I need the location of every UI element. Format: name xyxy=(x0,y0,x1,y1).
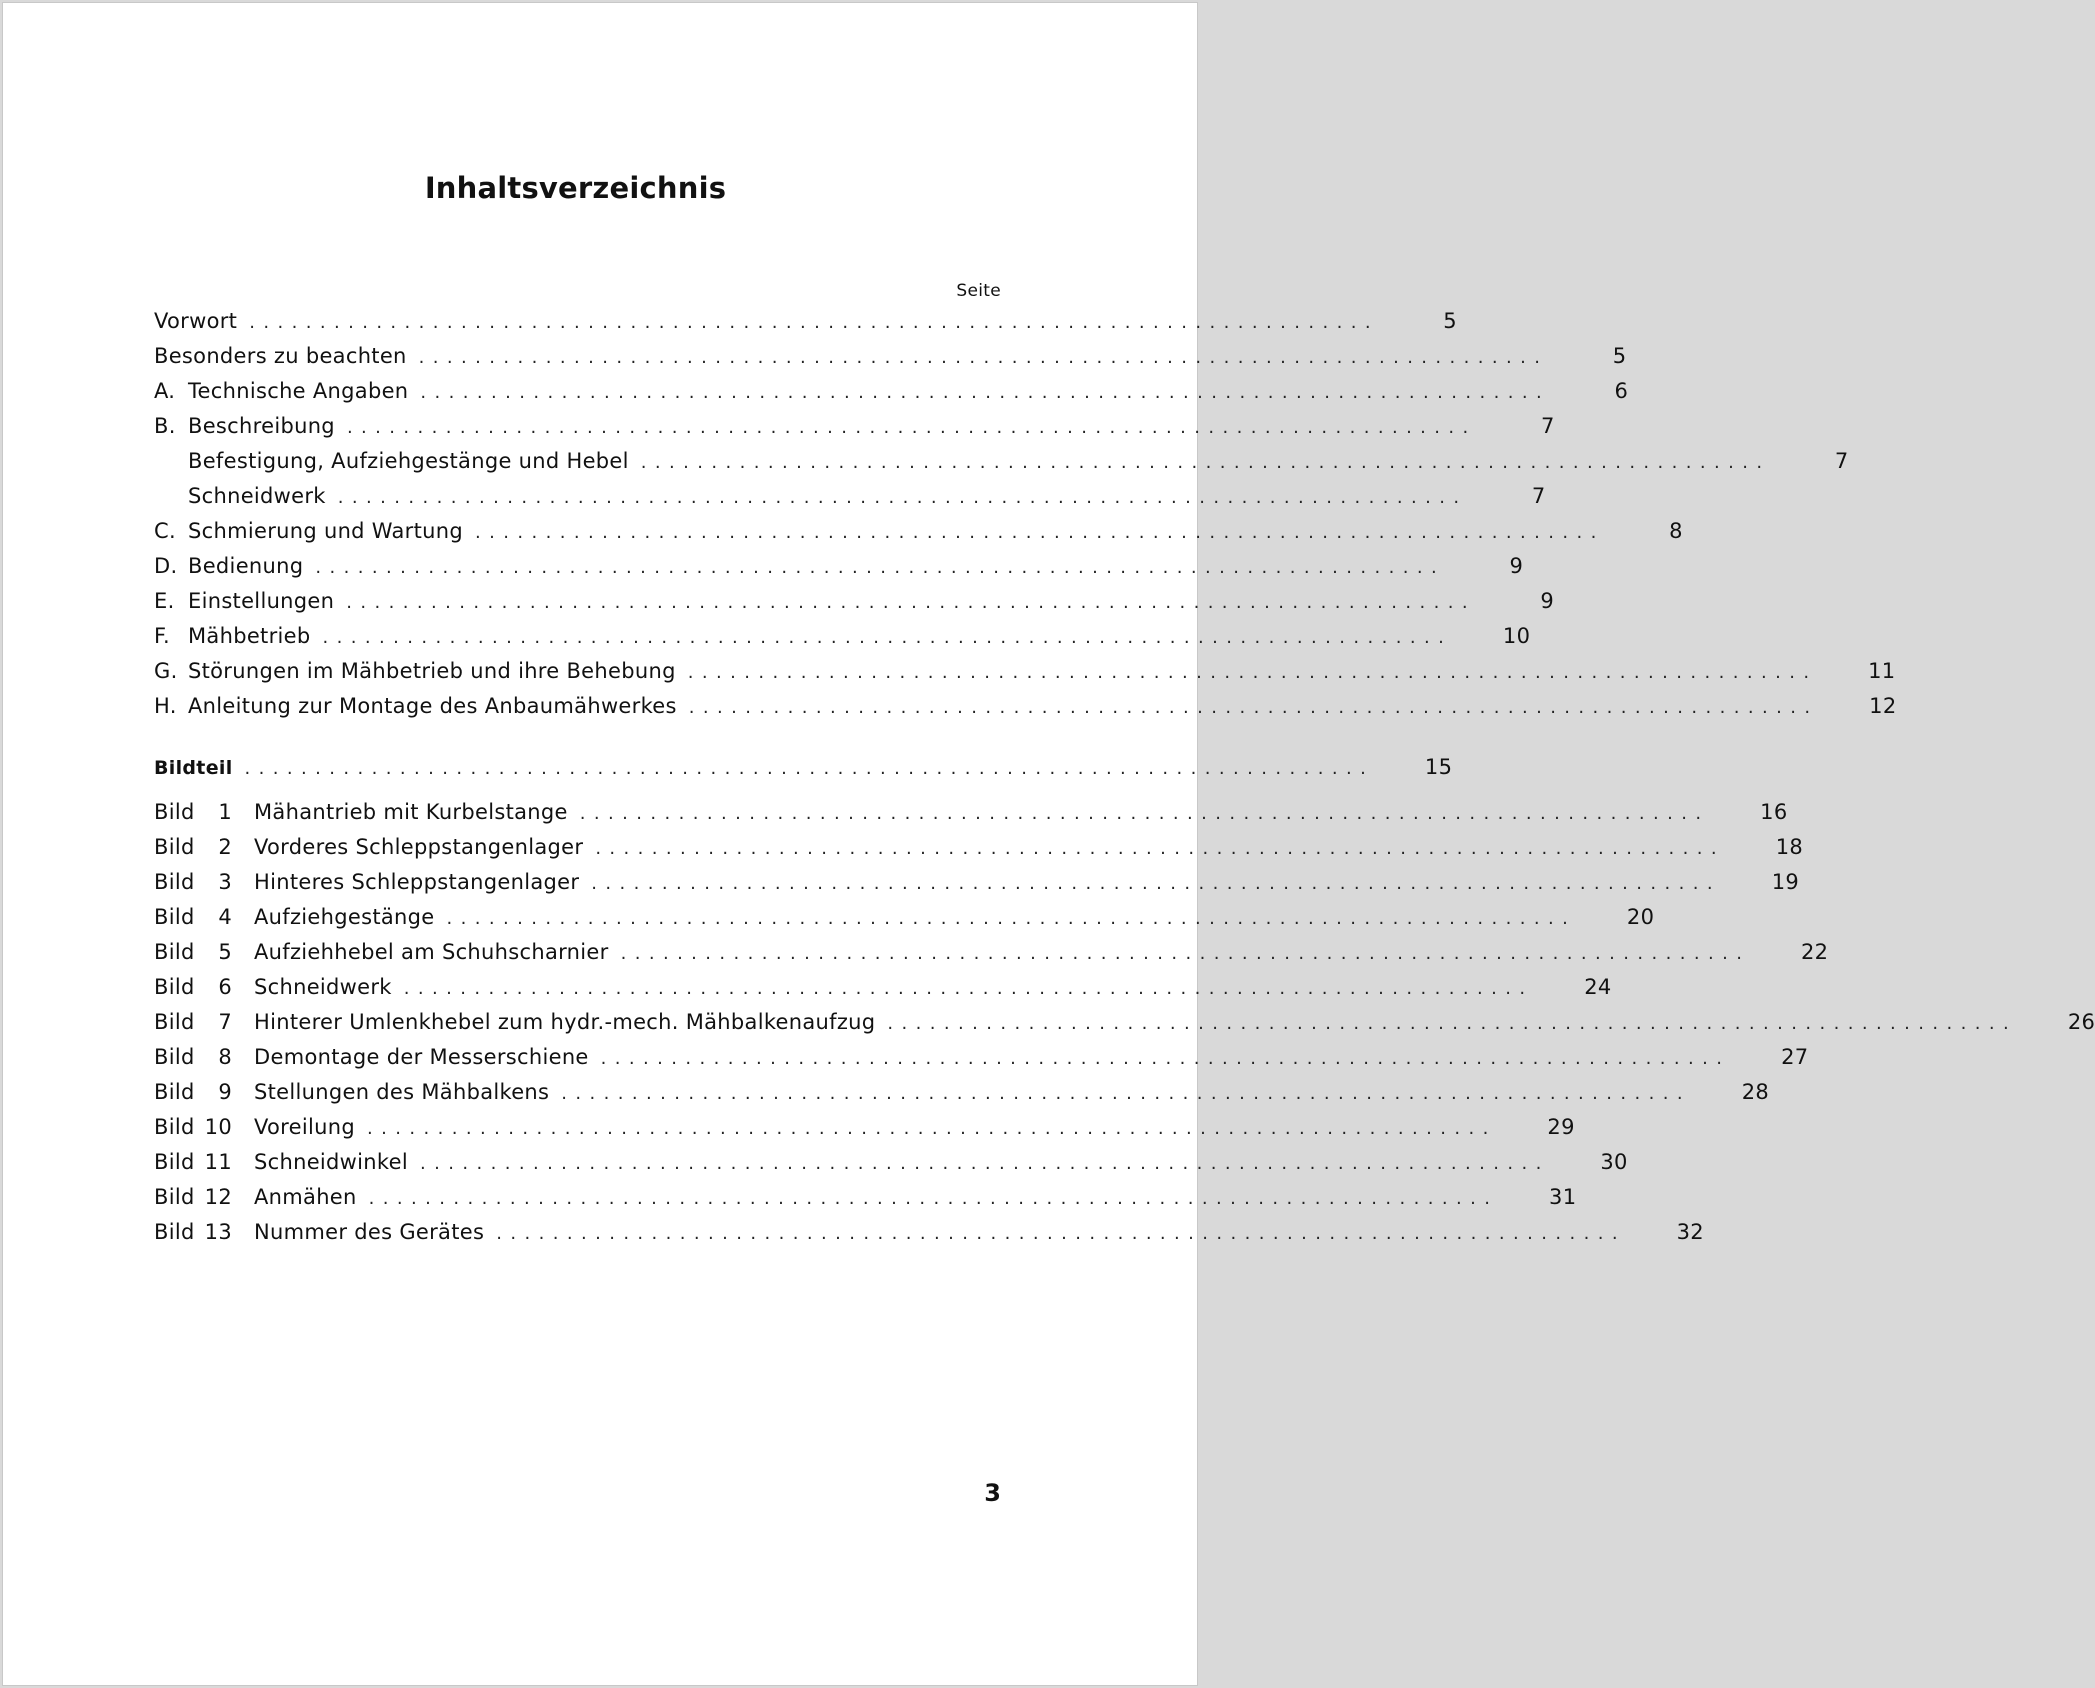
toc-entry-page: 11 xyxy=(1868,659,1896,683)
dot-leader: ................................................................................ xyxy=(418,347,1549,368)
figure-page: 22 xyxy=(1800,940,1829,964)
dot-leader: ................................................................................ xyxy=(561,1083,1692,1104)
toc-entry-number: B. xyxy=(154,414,176,438)
figure-word: Bild xyxy=(154,1185,195,1209)
figure-label: Voreilung xyxy=(254,1115,355,1139)
figure-entry[interactable] xyxy=(154,1185,1577,1220)
toc-entry[interactable] xyxy=(154,379,1629,414)
dot-leader: ................................................................................ xyxy=(249,312,1379,333)
dot-leader: ................................................................................ xyxy=(346,592,1476,613)
dot-leader: ................................................................................ xyxy=(419,1153,1550,1174)
figure-entries-list xyxy=(154,800,2095,1255)
dot-leader: ................................................................................ xyxy=(403,978,1534,999)
figure-entry[interactable] xyxy=(154,835,1804,870)
figure-word: Bild xyxy=(154,870,195,894)
figure-page: 19 xyxy=(1771,870,1800,894)
figure-number: 6 xyxy=(218,975,232,999)
figure-label: Schneidwinkel xyxy=(254,1150,408,1174)
toc-entry[interactable] xyxy=(154,449,1849,484)
page-title: Inhaltsverzeichnis xyxy=(424,171,727,205)
toc-entry[interactable] xyxy=(154,519,1683,554)
toc-entry-page: 8 xyxy=(1669,519,1683,543)
toc-entry[interactable] xyxy=(154,309,1457,344)
figure-page: 32 xyxy=(1676,1220,1704,1244)
dot-leader: ................................................................................ xyxy=(420,382,1551,403)
section-gap xyxy=(154,729,1001,755)
toc-entry-page: 7 xyxy=(1541,414,1555,438)
figure-label: Demontage der Messerschiene xyxy=(254,1045,589,1069)
toc-entry-page: 7 xyxy=(1531,484,1546,508)
toc-entry-label: Technische Angaben xyxy=(188,379,409,403)
toc-entry[interactable] xyxy=(154,554,1524,589)
figure-entry[interactable] xyxy=(154,800,1788,835)
toc-entry-page: 9 xyxy=(1509,554,1524,578)
figure-word: Bild xyxy=(154,905,195,929)
figure-number: 8 xyxy=(218,1045,232,1069)
figure-word: Bild xyxy=(154,800,195,824)
toc-entry-number: H. xyxy=(154,694,177,718)
toc-entry-label: Einstellungen xyxy=(188,589,335,613)
dot-leader: ................................................................................ xyxy=(244,758,1375,779)
figure-page: 31 xyxy=(1549,1185,1577,1209)
toc-entry[interactable] xyxy=(154,694,1897,729)
figure-number: 7 xyxy=(218,1010,232,1034)
figure-label: Nummer des Gerätes xyxy=(254,1220,485,1244)
figure-label: Vorderes Schleppstangenlager xyxy=(254,835,584,859)
figure-label: Anmähen xyxy=(254,1185,357,1209)
toc-entry[interactable] xyxy=(154,414,1555,449)
toc-entry-label: Besonders zu beachten xyxy=(154,344,407,368)
figure-word: Bild xyxy=(154,1150,195,1174)
toc-entry-number: C. xyxy=(154,519,176,543)
figure-number: 2 xyxy=(218,835,232,859)
figure-label: Mähantrieb mit Kurbelstange xyxy=(254,800,568,824)
dot-leader: ................................................................................ xyxy=(322,627,1453,648)
figure-label: Hinteres Schleppstangenlager xyxy=(254,870,580,894)
figure-entry[interactable] xyxy=(154,940,1829,975)
figure-entry[interactable] xyxy=(154,975,1612,1010)
figure-entry[interactable] xyxy=(154,1115,1575,1150)
toc-entry-label: Beschreibung xyxy=(188,414,335,438)
figure-number: 1 xyxy=(218,800,232,824)
figure-entry[interactable] xyxy=(154,1150,1628,1185)
figure-entry[interactable] xyxy=(154,905,1655,940)
figure-number: 10 xyxy=(204,1115,232,1139)
dot-leader: ................................................................................ xyxy=(887,1013,2018,1034)
figure-page: 16 xyxy=(1760,800,1788,824)
toc-entry-page: 5 xyxy=(1612,344,1627,368)
figure-page: 29 xyxy=(1547,1115,1575,1139)
toc-entry-number: G. xyxy=(154,659,178,683)
dot-leader: ................................................................................ xyxy=(367,1118,1497,1139)
dot-leader: ................................................................................ xyxy=(595,838,1726,859)
figure-entry[interactable] xyxy=(154,1220,1704,1255)
toc-entry-label: Bedienung xyxy=(188,554,304,578)
figure-word: Bild xyxy=(154,1115,195,1139)
toc-entry-label: Störungen im Mähbetrieb und ihre Behebung xyxy=(188,659,676,683)
toc-entry-number: D. xyxy=(154,554,178,578)
dot-leader: ................................................................................ xyxy=(620,943,1751,964)
figure-word: Bild xyxy=(154,1010,195,1034)
toc-entry[interactable] xyxy=(154,484,1546,519)
dot-leader: ................................................................................ xyxy=(475,522,1605,543)
dot-leader: ................................................................................ xyxy=(368,1188,1499,1209)
figure-word: Bild xyxy=(154,1045,195,1069)
figure-word: Bild xyxy=(154,835,195,859)
figure-label: Aufziehhebel am Schuhscharnier xyxy=(254,940,609,964)
main-entries-list xyxy=(154,309,1897,729)
page-column-header: Seite xyxy=(956,281,1001,301)
figure-page: 27 xyxy=(1781,1045,1809,1069)
toc-entry[interactable] xyxy=(154,344,1627,379)
dot-leader: ................................................................................ xyxy=(346,417,1477,438)
toc-entry-label: Schneidwerk xyxy=(188,484,326,508)
figure-word: Bild xyxy=(154,1220,195,1244)
dot-leader: ................................................................................ xyxy=(337,487,1468,508)
figure-page: 28 xyxy=(1741,1080,1770,1104)
dot-leader: ................................................................................ xyxy=(579,803,1710,824)
figure-number: 5 xyxy=(218,940,232,964)
figure-page: 24 xyxy=(1584,975,1612,999)
figure-number: 4 xyxy=(218,905,232,929)
section-gap xyxy=(154,790,1001,800)
figure-number: 9 xyxy=(218,1080,232,1104)
dot-leader: ................................................................................ xyxy=(687,662,1818,683)
toc-entry-page: 7 xyxy=(1834,449,1849,473)
figure-page: 20 xyxy=(1626,905,1655,929)
figure-page: 18 xyxy=(1775,835,1804,859)
toc-entry[interactable] xyxy=(154,624,1531,659)
figure-number: 11 xyxy=(204,1150,232,1174)
dot-leader: ................................................................................ xyxy=(315,557,1446,578)
toc-entry-label: Bildteil xyxy=(154,757,233,779)
table-of-contents xyxy=(154,309,2095,1255)
figure-word: Bild xyxy=(154,940,195,964)
figure-entry[interactable] xyxy=(154,1045,1809,1080)
page-number: 3 xyxy=(984,1479,1001,1507)
figure-page: 26 xyxy=(2067,1010,2095,1034)
figure-label: Schneidwerk xyxy=(254,975,392,999)
figure-entry[interactable] xyxy=(154,1010,2095,1045)
toc-entry-label: Mähbetrieb xyxy=(188,624,311,648)
figure-number: 13 xyxy=(204,1220,232,1244)
toc-entry-page: 5 xyxy=(1443,309,1457,333)
figure-entry[interactable] xyxy=(154,870,1800,905)
figure-page: 30 xyxy=(1600,1150,1628,1174)
dot-leader: ................................................................................ xyxy=(600,1048,1731,1069)
toc-entry-page: 6 xyxy=(1614,379,1629,403)
toc-entry-page: 9 xyxy=(1540,589,1554,613)
figure-number: 3 xyxy=(218,870,232,894)
dot-leader: ................................................................................ xyxy=(688,697,1819,718)
toc-entry-page: 10 xyxy=(1502,624,1531,648)
dot-leader: ................................................................................ xyxy=(640,452,1771,473)
dot-leader: ................................................................................ xyxy=(446,908,1577,929)
figure-number: 12 xyxy=(204,1185,232,1209)
toc-entry[interactable] xyxy=(154,589,1554,624)
figure-label: Hinterer Umlenkhebel zum hydr.-mech. Mähbalkenaufzug xyxy=(254,1010,876,1034)
figure-entry[interactable] xyxy=(154,1080,1770,1115)
document-page xyxy=(2,2,2095,1686)
toc-entry-bildteil[interactable] xyxy=(154,755,1453,790)
figure-label: Aufziehgestänge xyxy=(254,905,435,929)
toc-entry-number: E. xyxy=(154,589,175,613)
toc-entry-number: F. xyxy=(154,624,170,648)
figure-label: Stellungen des Mähbalkens xyxy=(254,1080,550,1104)
toc-entry-page: 15 xyxy=(1424,755,1453,779)
toc-entry-number: A. xyxy=(154,379,176,403)
toc-entry[interactable] xyxy=(154,659,1896,694)
toc-entry-label: Befestigung, Aufziehgestänge und Hebel xyxy=(188,449,629,473)
toc-entry-label: Schmierung und Wartung xyxy=(188,519,463,543)
dot-leader: ................................................................................ xyxy=(496,1223,1626,1244)
dot-leader: ................................................................................ xyxy=(591,873,1722,894)
toc-entry-label: Vorwort xyxy=(154,309,238,333)
toc-entry-page: 12 xyxy=(1869,694,1897,718)
figure-word: Bild xyxy=(154,975,195,999)
figure-word: Bild xyxy=(154,1080,195,1104)
toc-entry-label: Anleitung zur Montage des Anbaumähwerkes xyxy=(188,694,677,718)
